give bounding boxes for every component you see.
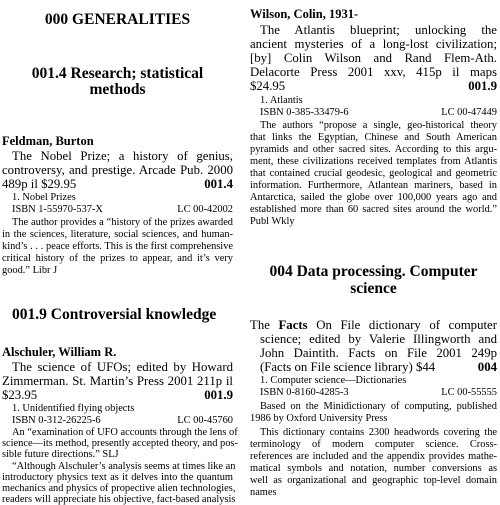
title-keyword: Facts [278, 318, 308, 332]
entry-title-line: Delacorte Press 2001 xxv, 415p il maps [250, 65, 497, 79]
entry-title-line: (Facts on File science library) $44 [260, 360, 436, 374]
entry-author: Feldman, Burton [2, 134, 94, 148]
section-heading-001-4-cont: methods [89, 81, 146, 98]
isbn: ISBN 0-385-33479-6 [260, 107, 349, 118]
annotation-line: The author provides a “history of the prizes awarded [12, 217, 233, 228]
entry-title-line [250, 319, 497, 332]
subject-heading: 1. Unidentified flying objects [12, 403, 135, 414]
annotation-line: 1986 by Oxford University Press [250, 413, 388, 424]
subject-heading: 1. Atlantis [260, 95, 303, 106]
annotation-line: ment, these civilizations received templates from Atlantis [250, 156, 497, 167]
annotation-line: “Although Alschuler’s analysis seems at times like an [12, 461, 236, 472]
annotation-line: that links the Egyptian, Chinese and South American [250, 132, 497, 143]
annotation-line: names [250, 487, 277, 498]
annotation-line: established more than 60 sacred sites around the world.” [250, 204, 497, 215]
lc-number: LC 00-47449 [441, 107, 497, 118]
subject-heading: 1. Nobel Prizes [12, 192, 76, 203]
entry-title-line: ancient mysteries of a long-lost civilization; [250, 37, 497, 51]
annotation-line: matical symbols and notation, number conversions as [250, 463, 497, 474]
annotation-line: well as organizational and geographic top-level domain [250, 475, 497, 486]
annotation-line: kind’s . . . peace efforts. This is the first comprehensive [2, 241, 233, 252]
annotation-line: Based on the Minidictionary of computing, published [260, 401, 497, 412]
title-prefix: The [250, 318, 279, 332]
entry-title-line: Zimmerman. St. Martin’s Press 2001 211p il [2, 374, 233, 388]
annotation-line: This dictionary contains 2300 headwords covering the [260, 427, 497, 438]
subject-heading: 1. Computer science—Dictionaries [260, 375, 407, 386]
annotation-line: Publ Wkly [250, 216, 295, 227]
section-heading-000: 000 GENERALITIES [44, 11, 191, 28]
annotation-line: Antarctica, sailed the globe over 100,000 years ago and [250, 192, 497, 203]
annotation-line: An “examination of UFO accounts through the lens of [12, 427, 238, 438]
entry-author: Alschuler, William R. [2, 345, 117, 359]
section-heading-001-9: 001.9 Controversial knowledge [12, 306, 217, 323]
annotation-line: mechanics and physics of propective alien technologies, [2, 483, 236, 494]
entry-title-line: $24.95 [250, 79, 286, 93]
entry-title-line: science; edited by Valerie Illingworth and [260, 332, 497, 346]
class-number: 001.9 [468, 79, 497, 93]
annotation-line: that contained crucial geodesic, geological and geometric [250, 168, 497, 179]
annotation-line: pyramids and other sacred sites. According to this argu- [250, 144, 497, 155]
isbn: ISBN 1-55970-537-X [12, 204, 103, 215]
isbn: ISBN 0-312-26225-6 [12, 415, 101, 426]
entry-title-line: The Atlantis blueprint; unlocking the [260, 23, 497, 37]
entry-title-line: 489p il $29.95 [2, 177, 77, 191]
entry-title-line: John Daintith. Facts on File 2001 249p [260, 346, 497, 360]
annotation-line: terminology of modern computer science. Cross- [250, 439, 497, 450]
annotation-line: science—its method, presently accepted theory, and pos- [2, 438, 238, 449]
entry-author: Wilson, Colin, 1931- [250, 7, 359, 21]
class-number: 004 [477, 360, 497, 374]
annotation-line: good.” Libr J [2, 265, 58, 276]
annotation-line: readers will appreciate his objective, fact-based analysis [2, 494, 236, 505]
section-heading-001-4: 001.4 Research; statistical [31, 65, 204, 82]
entry-title-line: $23.95 [2, 388, 38, 402]
entry-title-line: The Nobel Prize; a history of genius, [12, 149, 233, 163]
title-rest: On File dictionary of computer [307, 318, 497, 332]
section-heading-004-cont: science [350, 280, 397, 297]
entry-title-line: The science of UFOs; edited by Howard [12, 360, 233, 374]
entry-title-line: controversy, and prestige. Arcade Pub. 2000 [2, 163, 233, 177]
annotation-line: information. Furthermore, Atlantean mariners, based in [250, 180, 497, 191]
lc-number: LC 00-45760 [177, 415, 233, 426]
annotation-line: introductory physics text as it delves into the quantum [2, 472, 233, 483]
class-number: 001.9 [204, 388, 233, 402]
annotation-line: in the sciences, literature, social sciences, and human- [2, 229, 233, 240]
annotation-line: sible future directions.” SLJ [2, 449, 119, 460]
annotation-line: references are included and the appendix provides mathe- [250, 451, 497, 462]
entry-title-line: [by] Colin Wilson and Rand Flem-Ath. [250, 51, 497, 65]
class-number: 001.4 [204, 177, 233, 191]
lc-number: LC 00-55555 [441, 387, 497, 398]
section-heading-004: 004 Data processing. Computer [269, 263, 478, 280]
annotation-line: critical history of the prizes to appear, and it’s very [2, 253, 233, 264]
lc-number: LC 00-42002 [177, 204, 233, 215]
isbn: ISBN 0-8160-4285-3 [260, 387, 349, 398]
annotation-line: The authors “propose a single, geo-historical theory [260, 120, 497, 131]
